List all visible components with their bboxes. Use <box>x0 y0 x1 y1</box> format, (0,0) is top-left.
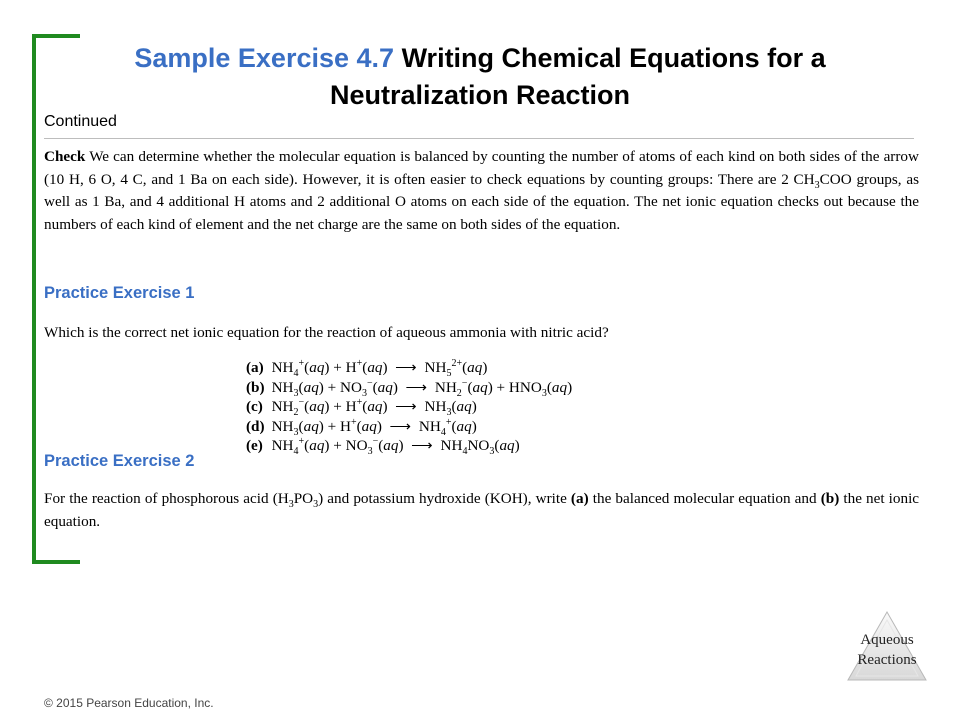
slide-title <box>40 40 920 114</box>
choice-b-equation: $NH_3(aq) + NO_3^-(aq)$ ⟶ $NH_2^-(aq) + HNO_3(aq)$ <box>267 377 573 399</box>
practice-exercise-2-question <box>44 488 919 533</box>
check-text-1: We can determine whether the molecular equation is balanced by counting the number of atoms of each kind on both sides of the arrow (10 H, 6 O, 4 C, and 1 Ba on each side). However, it is often easier to check equations by counting groups: There are 2 CH <box>44 148 919 188</box>
check-label: Check <box>44 148 86 165</box>
aqueous-reactions-badge[interactable] <box>846 610 928 682</box>
title-line1: Writing Chemical Equations for a <box>401 43 826 73</box>
choice-d-label: (d) <box>246 417 265 435</box>
q2-text-1: For the reaction of phosphorous acid (H <box>44 490 289 507</box>
q2-sub-2: 3 <box>313 499 319 511</box>
choice-d[interactable] <box>246 417 666 437</box>
choice-d-equation: $NH_3(aq) + H^+(aq)$ ⟶ $NH_4^+(aq)$ <box>267 416 477 438</box>
copyright-footer: © 2015 Pearson Education, Inc. <box>44 696 214 710</box>
divider <box>44 138 914 139</box>
practice-exercise-2-heading: Practice Exercise 2 <box>44 452 195 470</box>
green-bracket-top <box>32 34 80 38</box>
choice-c[interactable] <box>246 397 666 417</box>
q2-sub-1: 3 <box>288 499 294 511</box>
check-paragraph <box>44 146 919 236</box>
choice-b-label: (b) <box>246 378 265 396</box>
practice-exercise-1-question: Which is the correct net ionic equation for the reaction of aqueous ammonia with nitric acid? <box>44 324 609 341</box>
q2-text-3: ) and potassium hydroxide (KOH), write <box>318 490 567 507</box>
continued-label: Continued <box>44 113 117 130</box>
choice-b[interactable] <box>246 378 666 398</box>
choice-e[interactable] <box>246 436 666 456</box>
choice-a[interactable] <box>246 358 666 378</box>
check-text-2: COO groups, as well as 1 Ba, and 4 additional H atoms and 2 additional O atoms on each side of the equation. The net ionic equation checks out because the numbers of each kind of element and the net charge are the same on both sides of the equation. <box>44 170 919 233</box>
choice-a-equation: $NH_4^+(aq) + H^+(aq)$ ⟶ $NH_5^{2+}(aq)$ <box>267 357 488 380</box>
check-sub: 3 <box>814 179 820 191</box>
practice-exercise-1-heading: Practice Exercise 1 <box>44 284 195 302</box>
q2-text-4: the balanced molecular equation and <box>592 490 817 507</box>
q2-b-label: (b) <box>820 490 840 507</box>
choice-c-equation: $NH_2^-(aq) + H^+(aq)$ ⟶ $NH_3(aq)$ <box>267 396 477 419</box>
badge-label <box>846 630 928 670</box>
badge-line1: Aqueous <box>860 632 914 648</box>
answer-choices <box>246 358 666 456</box>
choice-e-equation: $NH_4^+(aq) + NO_3^-(aq)$ ⟶ $NH_4NO_3(aq)$ <box>267 435 520 458</box>
q2-text-5: the net ionic equation. <box>44 490 920 530</box>
title-line2: Neutralization Reaction <box>329 80 631 110</box>
choice-e-label: (e) <box>246 437 263 454</box>
q2-text-2: PO <box>293 490 314 507</box>
title-prefix: Sample Exercise 4.7 <box>134 43 395 73</box>
q2-a-label: (a) <box>570 490 589 507</box>
choice-a-label: (a) <box>246 359 264 376</box>
choice-c-label: (c) <box>246 398 263 415</box>
green-bracket-vertical <box>32 34 36 564</box>
green-bracket-bottom <box>32 560 80 564</box>
badge-line2: Reactions <box>857 652 917 668</box>
